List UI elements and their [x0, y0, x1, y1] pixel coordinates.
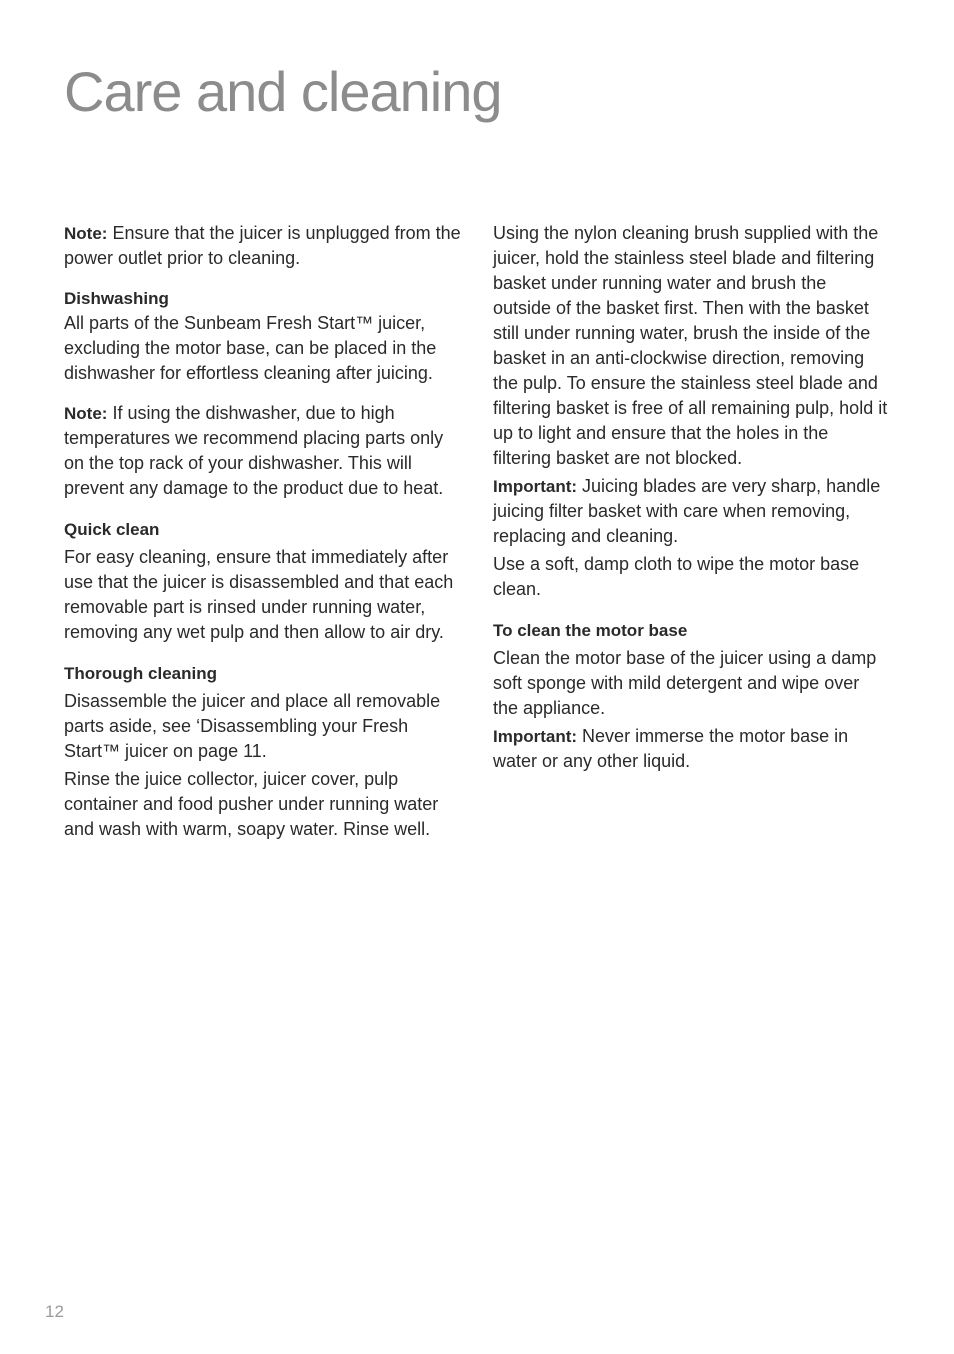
thorough-cleaning-text-2: Rinse the juice collector, juicer cover, pulp container and food pusher under running water and wash with warm, soapy water. Rinse well.: [64, 769, 439, 839]
important-label: Important:: [493, 477, 578, 496]
dishwashing-heading: Dishwashing: [64, 289, 169, 308]
important-label: Important:: [493, 727, 578, 746]
cloth-text: Use a soft, damp cloth to wipe the motor base clean.: [493, 554, 860, 599]
thorough-cleaning-heading: Thorough cleaning: [64, 664, 217, 683]
note-label: Note:: [64, 404, 108, 423]
motor-base-heading: To clean the motor base: [493, 621, 688, 640]
left-column: [64, 221, 464, 842]
note-dishwasher: [64, 401, 464, 501]
thorough-cleaning-text-1: Disassemble the juicer and place all removable parts aside, see ‘Disassembling your Fresh Start™ juicer on page 11.: [64, 691, 441, 761]
important-text: Juicing blades are very sharp, handle juicing filter basket with care when removing, replacing and cleaning.: [493, 476, 881, 546]
important-immerse: [493, 724, 888, 774]
page-title: Care and cleaning: [64, 60, 502, 123]
brush-cleaning-text: Using the nylon cleaning brush supplied with the juicer, hold the stainless steel blade and filtering basket under running water and brush the outside of the basket first. Then with the basket still under running water, brush the inside of the basket in an anti-clockwise direction, removing the pulp. To ensure the stainless steel blade and filtering basket is free of all remaining pulp, hold it up to light and ensure that the holes in the filtering basket are not blocked.: [493, 223, 888, 468]
page-number: 12: [45, 1302, 64, 1321]
dishwashing-text: All parts of the Sunbeam Fresh Start™ juicer, excluding the motor base, can be placed in the dishwasher for effortless cleaning after juicing.: [64, 313, 437, 383]
motor-base-text: Clean the motor base of the juicer using a damp soft sponge with mild detergent and wipe over the appliance.: [493, 648, 877, 718]
note-text: If using the dishwasher, due to high temperatures we recommend placing parts only on the top rack of your dishwasher. This will prevent any damage to the product due to heat.: [64, 403, 444, 498]
note-label: Note:: [64, 224, 108, 243]
right-column: [493, 221, 888, 774]
quick-clean-heading: Quick clean: [64, 520, 160, 539]
important-sharp-blades: [493, 474, 888, 549]
quick-clean-text: For easy cleaning, ensure that immediately after use that the juicer is disassembled and that each removable part is rinsed under running water, removing any wet pulp and then allow to air dry.: [64, 547, 454, 642]
note-unplugged: [64, 221, 464, 271]
important-text: Never immerse the motor base in water or any other liquid.: [493, 726, 849, 771]
note-text: Ensure that the juicer is unplugged from the power outlet prior to cleaning.: [64, 223, 461, 268]
